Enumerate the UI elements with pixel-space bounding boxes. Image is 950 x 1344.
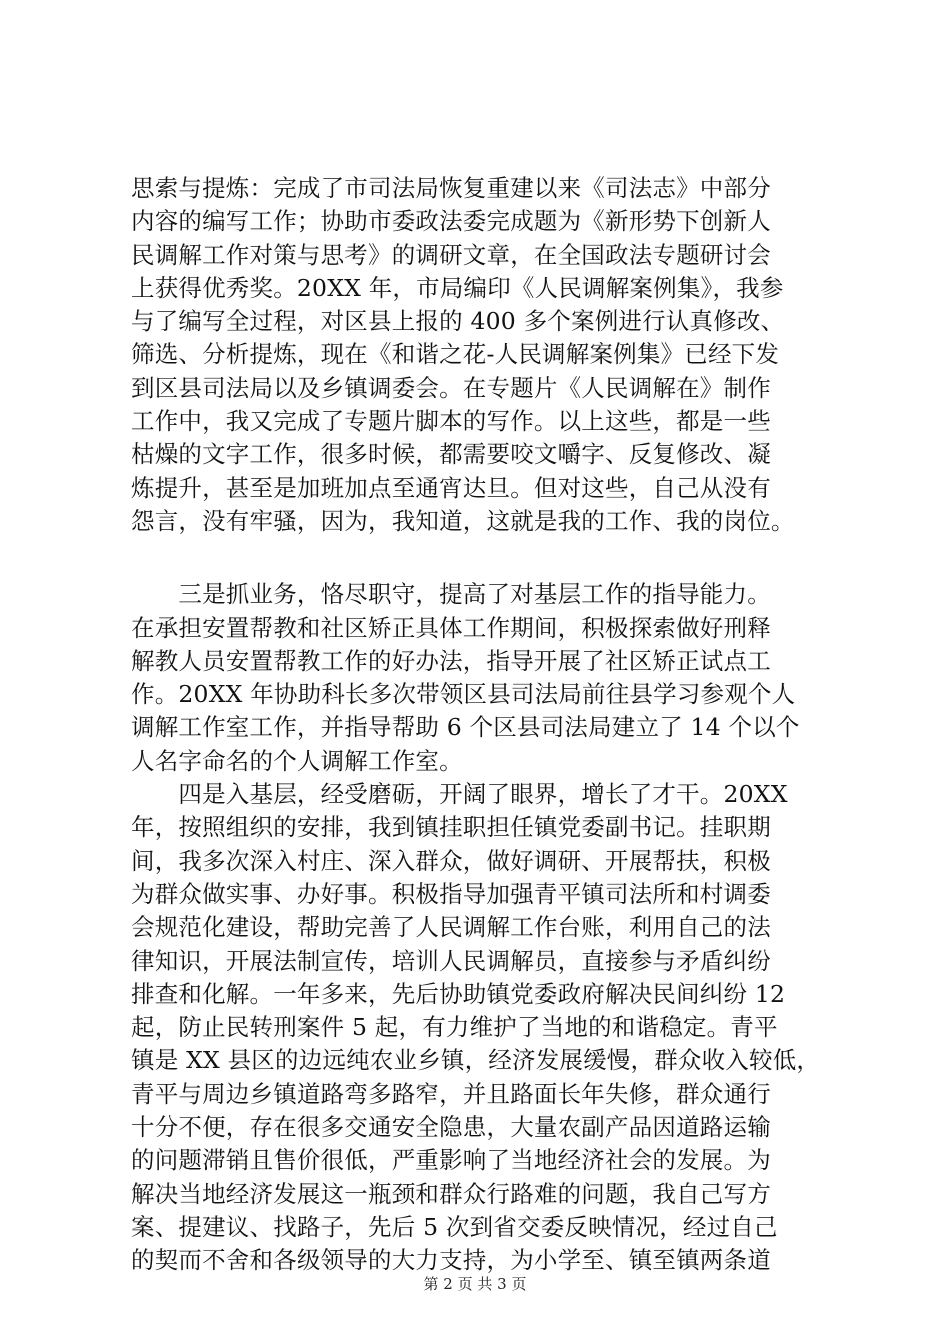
text-line: 排查和化解。一年多来，先后协助镇党委政府解决民间纠纷 12 [131,979,786,1008]
text-line: 调解工作室工作，并指导帮助 6 个区县司法局建立了 14 个以个 [131,713,800,742]
text-line: 四是入基层，经受磨砺，开阔了眼界，增长了才干。20XX [131,780,788,809]
text-line: 作。20XX 年协助科长多次带领区县司法局前往县学习参观个人 [131,680,796,709]
text-line: 上获得优秀奖。20XX 年，市局编印《人民调解案例集》，我参 [131,273,784,302]
text-line: 三是抓业务，恪尽职守，提高了对基层工作的指导能力。 [131,580,771,609]
paragraph-1 [131,172,843,538]
paragraph-2 [131,578,843,778]
paragraph-3 [131,778,843,1277]
text-line: 解教人员安置帮教工作的好办法，指导开展了社区矫正试点工 [131,646,771,675]
text-line: 民调解工作对策与思考》的调研文章，在全国政法专题研讨会 [131,240,771,269]
text-line: 的契而不舍和各级领导的大力支持，为小学至、镇至镇两条道 [131,1246,771,1275]
text-line: 案、提建议、找路子，先后 5 次到省交委反映情况，经过自己 [131,1212,778,1241]
text-line: 的问题滞销且售价很低，严重影响了当地经济社会的发展。为 [131,1146,771,1175]
text-line: 枯燥的文字工作，很多时候，都需要咬文嚼字、反复修改、凝 [131,440,771,469]
text-line: 筛选、分析提炼，现在《和谐之花-人民调解案例集》已经下发 [131,340,780,369]
text-line: 到区县司法局以及乡镇调委会。在专题片《人民调解在》制作 [131,373,771,402]
text-line: 起，防止民转刑案件 5 起，有力维护了当地的和谐稳定。青平 [131,1013,778,1042]
text-line: 十分不便，存在很多交通安全隐患，大量农副产品因道路运输 [131,1113,771,1142]
text-line: 内容的编写工作；协助市委政法委完成题为《新形势下创新人 [131,207,771,236]
text-line: 律知识，开展法制宣传，培训人民调解员，直接参与矛盾纠纷 [131,946,771,975]
text-line: 镇是 XX 县区的边远纯农业乡镇，经济发展缓慢，群众收入较低， [131,1046,821,1075]
text-line: 与了编写全过程，对区县上报的 400 多个案例进行认真修改、 [131,307,785,336]
text-line: 思索与提炼：完成了市司法局恢复重建以来《司法志》中部分 [131,174,771,202]
paragraph-gap [131,538,843,578]
text-line: 工作中，我又完成了专题片脚本的写作。以上这些，都是一些 [131,407,771,436]
text-line: 会规范化建设，帮助完善了人民调解工作台账，利用自己的法 [131,913,771,942]
text-line: 人名字命名的个人调解工作室。 [131,746,463,775]
text-line: 怨言，没有牢骚，因为，我知道，这就是我的工作、我的岗位。 [131,506,795,535]
text-line: 解决当地经济发展这一瓶颈和群众行路难的问题，我自己写方 [131,1179,771,1208]
text-line: 间，我多次深入村庄、深入群众，做好调研、开展帮扶，积极 [131,846,771,875]
text-line: 年，按照组织的安排，我到镇挂职担任镇党委副书记。挂职期 [131,813,771,842]
page-footer: 第 2 页 共 3 页 [423,1275,527,1293]
body-text [131,172,843,1278]
text-line: 为群众做实事、办好事。积极指导加强青平镇司法所和村调委 [131,879,771,908]
text-line: 炼提升，甚至是加班加点至通宵达旦。但对这些，自己从没有 [131,473,771,502]
text-line: 在承担安置帮教和社区矫正具体工作期间，积极探索做好刑释 [131,613,771,642]
text-line: 青平与周边乡镇道路弯多路窄，并且路面长年失修，群众通行 [131,1079,771,1108]
